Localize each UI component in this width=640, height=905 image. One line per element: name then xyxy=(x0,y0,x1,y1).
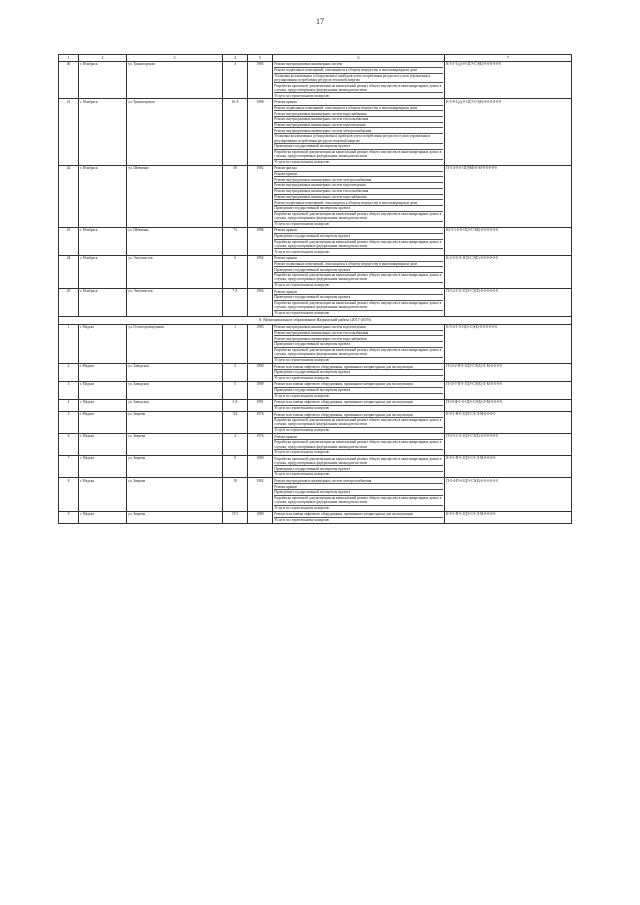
work-item: Проведение государственной экспертизы проекта xyxy=(274,466,443,472)
row-works xyxy=(273,227,445,255)
row-house: 3/2 xyxy=(223,411,248,433)
row-number: 4 xyxy=(59,399,79,411)
work-item: Ремонт внутридомовых инженерных систем водоотведения xyxy=(274,325,443,331)
row-street: ул. Заводская xyxy=(127,363,223,381)
row-house: 16 А xyxy=(223,99,248,165)
row-house: 5 xyxy=(223,381,248,399)
table-row xyxy=(59,511,572,523)
row-year: 1994 xyxy=(248,289,273,317)
row-year: 1988 xyxy=(248,99,273,165)
row-city: г. Надым xyxy=(79,456,127,478)
row-house: 37/1 xyxy=(223,511,248,523)
work-item: Ремонт подвальных помещений, относящихся к общему имуществу в многоквартирном доме xyxy=(274,68,443,74)
row-code: П-10-2-П-0-1ЦЭ-СЭ(Б)-Л-М-0-0-0-0 xyxy=(445,363,572,381)
work-item: Услуги по строительному контролю xyxy=(274,428,330,433)
work-item: Ремонт внутридомовых инженерных систем электроснабжения xyxy=(274,479,443,485)
work-item: Ремонт подвальных помещений, относящихся к общему имуществу в многоквартирном доме xyxy=(274,200,443,206)
row-street: ул. Транспортная xyxy=(127,61,223,99)
work-item: Проведение государственной экспертизы проекта xyxy=(274,370,443,376)
row-code: К-9-1-П-0-1ЦЭ-СЭ-Л-М-0-0-0-0 xyxy=(445,456,572,478)
row-number: 9 xyxy=(59,511,79,523)
row-street: ул. Геологоразведчиков xyxy=(127,324,223,363)
work-item: Услуги по строительному контролю xyxy=(274,393,330,398)
work-item: Разработка проектной документации на капитальный ремонт общего имущества в многоквартирных домах в случаях, предусмотренных федеральным законодательством xyxy=(274,418,442,427)
work-item: Проведение государственной экспертизы проекта xyxy=(274,267,443,273)
work-item: Ремонт подвальных помещений, относящихся к общему имуществу в многоквартирном доме xyxy=(274,262,443,268)
work-item: Ремонт крыши xyxy=(274,228,443,234)
work-item: Ремонт или замена лифтового оборудования, признанного непригодным для эксплуатации xyxy=(274,400,443,406)
work-item: Услуги по строительному контролю xyxy=(274,450,330,455)
work-item: Ремонт или замена лифтового оборудования, признанного непригодным для эксплуатации xyxy=(274,382,443,388)
table-row xyxy=(59,478,572,512)
row-year: 1976 xyxy=(248,433,273,455)
row-code: П-5-2-С-0-1ЦЭ-СЭ(Б)-0-0-0-0-0-0 xyxy=(445,289,572,317)
table-row xyxy=(59,363,572,381)
row-year: 1991 xyxy=(248,399,273,411)
work-item: Ремонт фасада xyxy=(274,166,443,172)
row-code: К-2-3-С-0-1ЦЭ-СЭ(Б)-0-0-0-0-0-0 xyxy=(445,255,572,289)
row-number: 44 xyxy=(59,255,79,289)
row-number: 41 xyxy=(59,99,79,165)
work-item: Услуги по строительному контролю xyxy=(274,283,330,288)
row-works xyxy=(273,61,445,99)
work-item: Ремонт внутридомовых инженерных систем теплоснабжения xyxy=(274,117,443,123)
row-works xyxy=(273,99,445,165)
column-number-row xyxy=(59,55,572,62)
table-row xyxy=(59,381,572,399)
work-item: Услуги по строительному контролю xyxy=(274,358,330,363)
work-item: Разработка проектной документации на капитальный ремонт общего имущества в многоквартирных домах в случаях, предусмотренных федеральным законодательством xyxy=(274,301,442,310)
work-item: Услуги по строительному контролю xyxy=(274,406,330,411)
row-code: Ю-5-1-0-0-1ЦЭ-СЭ(Б)-0-0-0-0-0-0 xyxy=(445,227,572,255)
row-street: ул. Шевченко xyxy=(127,165,223,227)
row-city: г. Ноябрьск xyxy=(79,255,127,289)
table-row xyxy=(59,324,572,363)
work-item: Ремонт крыши xyxy=(274,256,443,262)
row-number: 45 xyxy=(59,289,79,317)
work-item: Услуги по строительному контролю xyxy=(274,518,330,523)
row-city: г. Надым xyxy=(79,363,127,381)
work-item: Ремонт внутридомовых инженерных систем xyxy=(274,62,443,68)
row-city: г. Надым xyxy=(79,511,127,523)
row-works xyxy=(273,289,445,317)
row-works xyxy=(273,381,445,399)
row-street: ул. Заводская xyxy=(127,399,223,411)
row-house: 74 xyxy=(223,227,248,255)
work-item: Услуги по строительному контролю xyxy=(274,249,330,254)
row-works xyxy=(273,511,445,523)
table-row xyxy=(59,289,572,317)
row-street: ул. Зверева xyxy=(127,511,223,523)
row-code: П-10-7-П-0-1ЦЭ-СЭ(Б)-Л-М-0-0-0-0 xyxy=(445,381,572,399)
row-works xyxy=(273,399,445,411)
work-item: Разработка проектной документации на капитальный ремонт общего имущества в многоквартирных домах в случаях, предусмотренных федеральным законодательством xyxy=(274,440,442,449)
work-item: Установка коллективных (общедомовых) приборов учета потребления ресурсов и узлов управления и регулирования потребления ресурсов тепловой энергии xyxy=(274,74,443,84)
row-street: ул. Зверева xyxy=(127,433,223,455)
row-street: ул. Энтузиастов xyxy=(127,289,223,317)
work-item: Ремонт крыши xyxy=(274,289,443,295)
work-item: Услуги по строительному контролю xyxy=(274,472,330,477)
row-works xyxy=(273,255,445,289)
row-works xyxy=(273,165,445,227)
row-city: г. Надым xyxy=(79,433,127,455)
work-item: Проведение государственной экспертизы проекта xyxy=(274,234,443,240)
header-cell: 4 xyxy=(223,55,248,62)
row-code: П-10-Ф-1-0-1ЦЭ-СЭ(Б)-Л-М-0-0-0-0 xyxy=(445,399,572,411)
work-item: Ремонт подвальных помещений, относящихся к общему имуществу в многоквартирном доме xyxy=(274,106,443,112)
work-item: Ремонт или замена лифтового оборудования, признанного непригодным для эксплуатации xyxy=(274,512,443,518)
row-number: 43 xyxy=(59,227,79,255)
row-number: 40 xyxy=(59,61,79,99)
row-code: П-5-5-С-0-1ЦЭ-СЭ(Б)-0-0-0-0-0-0 xyxy=(445,433,572,455)
work-item: Ремонт внутридомовых инженерных систем электроснабжения xyxy=(274,128,443,134)
work-item: Услуги по строительному контролю xyxy=(274,93,330,98)
row-year: 1992 xyxy=(248,255,273,289)
work-item: Ремонт внутридомовых инженерных систем водоснабжения xyxy=(274,111,443,117)
row-code: К-9-1-П-0-1ЦЭ-СЭ-Л-М-0-0-0-0 xyxy=(445,511,572,523)
work-item: Проведение государственной экспертизы проекта xyxy=(274,295,443,301)
work-item: Разработка проектной документации на капитальный ремонт общего имущества в многоквартирных домах в случаях, предусмотренных федеральным законодательством xyxy=(274,273,442,282)
row-year: 1980 xyxy=(248,456,273,478)
row-year: 1989 xyxy=(248,511,273,523)
work-item: Разработка проектной документации на капитальный ремонт общего имущества в многоквартирных домах в случаях, предусмотренных федеральным законодательством xyxy=(274,495,442,505)
work-item: Проведение государственной экспертизы проекта xyxy=(274,490,443,496)
table-row xyxy=(59,255,572,289)
work-item: Услуги по строительному контролю xyxy=(274,310,330,315)
row-city: г. Надым xyxy=(79,381,127,399)
row-code: К-5-1-1(д)-0-1ЦЭ-СЭ(Б)-0-0-0-0-0-0 xyxy=(445,61,572,99)
register-table xyxy=(58,54,572,524)
work-item: Услуги по строительному контролю xyxy=(274,505,330,510)
work-item: Разработка проектной документации на капитальный ремонт общего имущества в многоквартирных домах в случаях, предусмотренных федеральным законодательством xyxy=(274,239,442,248)
work-item: Проведение государственной экспертизы проекта xyxy=(274,342,443,348)
work-item: Разработка проектной документации на капитальный ремонт общего имущества в многоквартирных домах в случаях, предусмотренных федеральным законодательством xyxy=(274,83,442,92)
row-house: 19 xyxy=(223,478,248,512)
row-year: 1985 xyxy=(248,61,273,99)
work-item: Проведение государственной экспертизы проекта xyxy=(274,144,443,150)
row-code: П-5-4-0-0-1ЦЭ(М)-0-М-0-0-0-0-0 xyxy=(445,165,572,227)
row-number: 8 xyxy=(59,478,79,512)
work-item: Ремонт или замена лифтового оборудования, признанного непригодным для эксплуатации xyxy=(274,364,443,370)
row-house: 4 xyxy=(223,433,248,455)
row-year: 1982 xyxy=(248,478,273,512)
header-cell: 3 xyxy=(127,55,223,62)
row-city: г. Ноябрьск xyxy=(79,227,127,255)
header-cell: 1 xyxy=(59,55,79,62)
row-house: 7 А xyxy=(223,289,248,317)
table-row xyxy=(59,99,572,165)
row-works xyxy=(273,478,445,512)
table-row xyxy=(59,61,572,99)
row-city: г. Ноябрьск xyxy=(79,99,127,165)
header-cell: 2 xyxy=(79,55,127,62)
row-code: К-5-8-1(д)-0-1ЦЭ-СЭ(Б)-0-0-0-0-0-0 xyxy=(445,99,572,165)
work-item: Ремонт внутридомовых инженерных систем водоснабжения xyxy=(274,336,443,342)
work-item: Ремонт крыши xyxy=(274,100,443,106)
row-number: 42 xyxy=(59,165,79,227)
row-number: 7 xyxy=(59,456,79,478)
work-item: Услуги по строительному контролю xyxy=(274,375,330,380)
work-item: Ремонт внутридомовых инженерных систем электроснабжения xyxy=(274,177,443,183)
work-item: Проведение государственной экспертизы проекта xyxy=(274,206,443,212)
row-street: ул. Заводская xyxy=(127,381,223,399)
work-item: Установка коллективных (общедомовых) приборов учета потребления ресурсов и узлов управления и регулирования потребления ресурсов тепловой энергии xyxy=(274,134,443,144)
section-title: 8. Муниципальное образование Надымский район (2017-2019) xyxy=(59,316,572,324)
row-works xyxy=(273,324,445,363)
work-item: Ремонт крыши xyxy=(274,434,443,440)
work-item: Ремонт внутридомовых инженерных систем водоотведения xyxy=(274,183,443,189)
row-works xyxy=(273,456,445,478)
row-street: ул. Зверева xyxy=(127,456,223,478)
row-number: 1 xyxy=(59,324,79,363)
row-house: 3 А xyxy=(223,399,248,411)
work-item: Разработка проектной документации на капитальный ремонт общего имущества в многоквартирных домах в случаях, предусмотренных федеральным законодательством xyxy=(274,348,442,357)
work-item: Разработка проектной документации на капитальный ремонт общего имущества в многоквартирных домах в случаях, предусмотренных федеральным законодательством xyxy=(274,212,442,221)
header-cell: 6 xyxy=(273,55,445,62)
row-street: ул. Зверева xyxy=(127,478,223,512)
work-item: Услуги по строительному контролю xyxy=(274,221,330,226)
row-house: 3 xyxy=(223,61,248,99)
row-year: 1982 xyxy=(248,165,273,227)
row-code: К-5-4-1-0-1ЦЭ-СЭ(Б)-0-0-0-0-0-0 xyxy=(445,324,572,363)
row-street: ул. Шевченко xyxy=(127,227,223,255)
row-code: П-5-4-П-0-1ЦЭ-СЭ(Б)-0-0-0-0-0-0 xyxy=(445,478,572,512)
row-house: 3 xyxy=(223,363,248,381)
row-works xyxy=(273,363,445,381)
row-number: 5 xyxy=(59,411,79,433)
row-city: г. Надым xyxy=(79,399,127,411)
work-item: Ремонт крыши xyxy=(274,172,443,178)
row-number: 3 xyxy=(59,381,79,399)
row-house: 6 xyxy=(223,255,248,289)
work-item: Ремонт или замена лифтового оборудования, признанного непригодным для эксплуатации xyxy=(274,412,443,418)
row-year: 1989 xyxy=(248,381,273,399)
row-city: г. Ноябрьск xyxy=(79,165,127,227)
work-item: Ремонт внутридомовых инженерных систем теплоснабжения xyxy=(274,331,443,337)
row-code: К-9-1-Н-0-1ЦЭ-СЭ-Л-М-0-0-0-0 xyxy=(445,411,572,433)
table-row xyxy=(59,165,572,227)
page-number: 17 xyxy=(316,17,324,26)
row-house: 50 xyxy=(223,165,248,227)
row-street: ул. Транспортная xyxy=(127,99,223,165)
table-row xyxy=(59,456,572,478)
row-house: 9 xyxy=(223,456,248,478)
section-row xyxy=(59,316,572,324)
row-street: ул. Зверева xyxy=(127,411,223,433)
header-cell: 7 xyxy=(445,55,572,62)
work-item: Ремонт крыши xyxy=(274,484,443,490)
row-city: г. Надым xyxy=(79,324,127,363)
row-house: 1 xyxy=(223,324,248,363)
row-number: 6 xyxy=(59,433,79,455)
table-row xyxy=(59,399,572,411)
work-item: Разработка проектной документации на капитальный ремонт общего имущества в многоквартирных домах в случаях, предусмотренных федеральным законодательством xyxy=(274,456,442,465)
row-number: 2 xyxy=(59,363,79,381)
row-works xyxy=(273,411,445,433)
row-year: 1976 xyxy=(248,411,273,433)
row-year: 1990 xyxy=(248,363,273,381)
work-item: Ремонт внутридомовых инженерных систем теплоснабжения xyxy=(274,189,443,195)
row-city: г. Надым xyxy=(79,411,127,433)
row-city: г. Ноябрьск xyxy=(79,289,127,317)
work-item: Ремонт внутридомовых инженерных систем водоотведения xyxy=(274,123,443,129)
row-city: г. Ноябрьск xyxy=(79,61,127,99)
table-row xyxy=(59,227,572,255)
work-item: Ремонт внутридомовых инженерных систем водоснабжения xyxy=(274,195,443,201)
row-works xyxy=(273,433,445,455)
row-street: ул. Энтузиастов xyxy=(127,255,223,289)
work-item: Проведение государственной экспертизы проекта xyxy=(274,388,443,394)
row-year: 1986 xyxy=(248,227,273,255)
row-city: г. Надым xyxy=(79,478,127,512)
header-cell: 5 xyxy=(248,55,273,62)
row-year: 1983 xyxy=(248,324,273,363)
table-row xyxy=(59,433,572,455)
work-item: Услуги по строительному контролю xyxy=(274,159,330,164)
work-item: Разработка проектной документации на капитальный ремонт общего имущества в многоквартирных домах в случаях, предусмотренных федеральным законодательством xyxy=(274,149,442,159)
table-row xyxy=(59,411,572,433)
